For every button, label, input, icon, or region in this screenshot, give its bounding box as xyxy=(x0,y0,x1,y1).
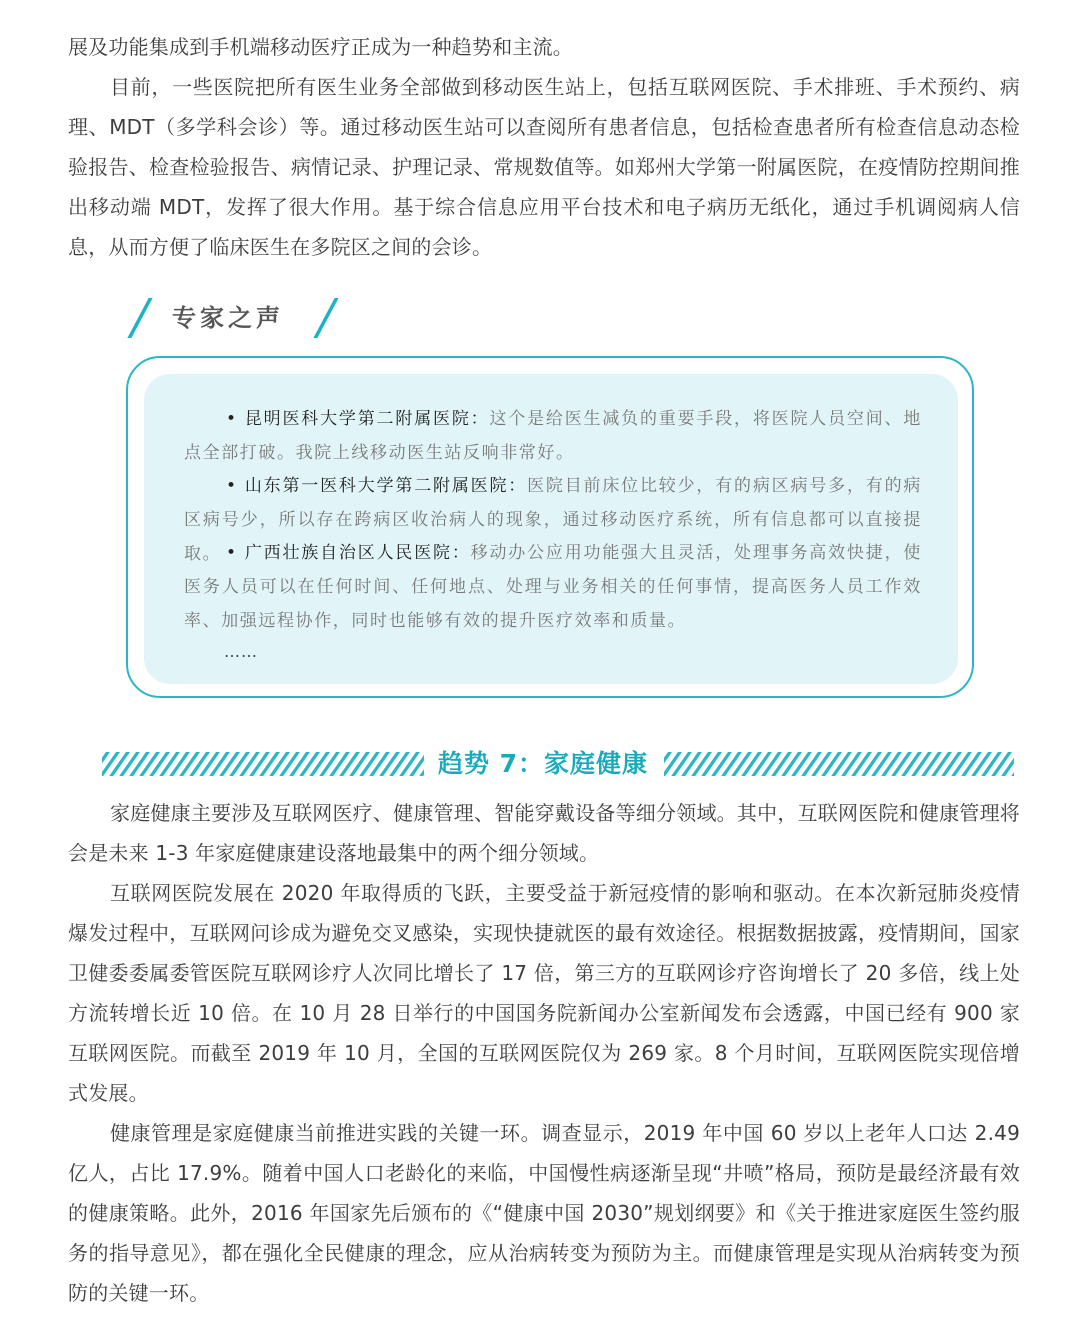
expert-voice-header xyxy=(128,296,338,340)
quote-text: 移动办公应用功能强大且灵活，处理事务高效快捷，使医务人员可以在任何时间、任何地点、处理与业务相关的任何事情，提高医务人员工作效率、加强远程协作，同时也能够有效的提升医疗效率和质量。 xyxy=(184,543,922,631)
quotes-ellipsis: …… xyxy=(224,642,258,661)
quote-text: 医院目前床位比较少，有的病区病号多，有的病区病号少，所以存在跨病区收治病人的现象，通过移动医疗系统，所有信息都可以直接提取。 xyxy=(184,476,922,564)
trend-7-banner xyxy=(96,746,1016,782)
quote-source: 昆明医科大学第二附属医院： xyxy=(244,409,490,429)
intro-paragraph-mobile-doctor: 目前，一些医院把所有医生业务全部做到移动医生站上，包括互联网医院、手术排班、手术预约、病理、MDT（多学科会诊）等。通过移动医生站可以查阅所有患者信息，包括检查患者所有检查信息动态检验报告、检查检验报告、病情记录、护理记录、常规数值等。如郑州大学第一附属医院，在疫情防控期间推出移动端 MDT，发挥了很大作用。基于综合信息应用平台技术和电子病历无纸化，通过手机调阅病人信息，从而方便了临床医生在多院区之间的会诊。 xyxy=(68,75,1020,259)
paragraph-home-health-overview: 家庭健康主要涉及互联网医疗、健康管理、智能穿戴设备等细分领域。其中，互联网医院和健康管理将会是未来 1-3 年家庭健康建设落地最集中的两个细分领域。 xyxy=(68,801,1020,865)
paragraph-internet-hospitals: 互联网医院发展在 2020 年取得质的飞跃，主要受益于新冠疫情的影响和驱动。在本次新冠肺炎疫情爆发过程中，互联网问诊成为避免交叉感染，实现快捷就医的最有效途径。根据数据披露，疫情期间，国家卫健委委属委管医院互联网诊疗人次同比增长了 17 倍，第三方的互联网诊疗咨询增长了 20 多倍，线上处方流转增长近 10 倍。在 10 月 28 日举行的中国国务院新闻办公室新闻发布会透露，中国已经有 900 家互联网医院。而截至 2019 年 10 月，全国的互联网医院仅为 269 家。8 个月时间，互联网医院实现倍增式发展。 xyxy=(68,881,1020,1105)
quote-source: 广西壮族自治区人民医院： xyxy=(244,543,471,563)
stripes-right-decoration xyxy=(658,752,1016,776)
expert-voice-title: 专家之声 xyxy=(172,304,284,332)
intro-paragraph-continuation: 展及功能集成到手机端移动医疗正成为一种趋势和主流。 xyxy=(68,35,573,59)
trend-7-title: 趋势 7：家庭健康 xyxy=(437,749,649,778)
paragraph-health-management: 健康管理是家庭健康当前推进实践的关键一环。调查显示，2019 年中国 60 岁以上老年人口达 2.49 亿人，占比 17.9%。随着中国人口老龄化的来临，中国慢性病逐渐呈现“井喷”格局，预防是最经济最有效的健康策略。此外，2016 年国家先后颁布的《“健康中国 2030”规划纲要》和《关于推进家庭医生签约服务的指导意见》，都在强化全民健康的理念，应从治病转变为预防为主。而健康管理是实现从治病转变为预防的关键一环。 xyxy=(68,1121,1020,1305)
quote-text: 这个是给医生减负的重要手段，将医院人员空间、地点全部打破。我院上线移动医生站反响非常好。 xyxy=(184,409,922,463)
bullet-icon: • xyxy=(226,476,238,496)
quote-kunming xyxy=(184,402,922,470)
bullet-icon: • xyxy=(226,543,238,563)
quote-source: 山东第一医科大学第二附属医院： xyxy=(244,476,528,496)
slash-left-icon xyxy=(127,298,152,338)
bullet-icon: • xyxy=(226,409,238,429)
quote-guangxi xyxy=(184,536,922,638)
slash-right-icon xyxy=(313,298,338,338)
stripes-left-decoration xyxy=(96,752,426,776)
